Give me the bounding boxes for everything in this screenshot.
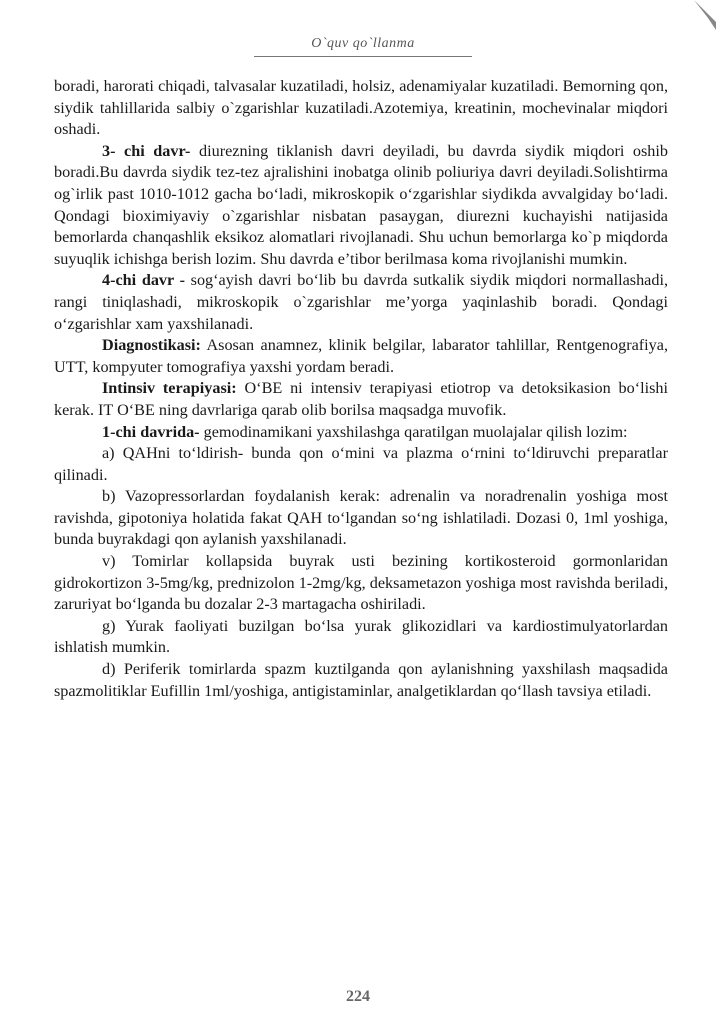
paragraph-4 bbox=[54, 335, 668, 378]
list-item-b bbox=[54, 486, 668, 551]
list-item-a bbox=[54, 443, 668, 486]
list-item-g bbox=[54, 616, 668, 659]
paragraph-text: gemodinamikani yaxshilashga qaratilgan muolajalar qilish lozim: bbox=[199, 422, 628, 441]
header-rule bbox=[254, 56, 472, 57]
paragraph-text: d) Periferik tomirlarda spazm kuztilganda qon aylanishning yaxshilash maqsadida spazmolitiklar Eufillin 1ml/yoshiga, antigistaminlar, analgetiklardan qo‘llash tavsiya etiladi. bbox=[54, 660, 668, 700]
paragraph-text: v) Tomirlar kollapsida buyrak usti bezining kortikosteroid gormonlaridan gidrokortizon 3-5mg/kg, prednizolon 1-2mg/kg, deksametazon yoshiga most ravishda beriladi, zaruriyat bo‘lganda bu dozalar 2-3 martagacha oshiriladi. bbox=[54, 552, 668, 614]
list-item-v bbox=[54, 551, 668, 616]
paragraph-1 bbox=[54, 76, 668, 141]
paragraph-text: diurezning tiklanish davri deyiladi, bu davrda siydik miqdori oshib boradi.Bu davrda siydik tez-tez ajralishini inobatga olinib poliuriya davri deyiladi.Solishtirma og`irlik past 1010-1012 gacha bo‘ladi, mikroskopik o‘zgarishlar siydikda avvalgiday bo‘ladi. Qondagi bioximiyaviy o`zgarishlar nisbatan pasaygan, diurezni kuchayishi natijasida bemorlarda chanqashlik eksikoz alomatlari rivojlanadi. Shu uchun bemorlarga ko`p miqdorda suyuqlik ichishga berish lozim. Shu davrda e’tibor berilmasa koma rivojlanishi mumkin. bbox=[54, 141, 668, 268]
paragraph-lead: Intinsiv terapiyasi: bbox=[102, 379, 237, 398]
paragraph-2 bbox=[54, 141, 668, 271]
page-corner-mark bbox=[686, 0, 716, 30]
body-text bbox=[54, 76, 668, 702]
paragraph-text: a) QAHni to‘ldirish- bunda qon o‘mini va plazma o‘rnini to‘ldiruvchi preparatlar qilinadi. bbox=[54, 444, 668, 484]
paragraph-text: sog‘ayish davri bo‘lib bu davrda sutkalik siydik miqdori normallashadi, rangi tiniqlashadi, mikroskopik o`zgarishlar me’yorga yaqinlashib boradi. Qondagi o‘zgarishlar xam yaxshilanadi. bbox=[54, 271, 668, 333]
paragraph-text: b) Vazopressorlardan foydalanish kerak: adrenalin va noradrenalin yoshiga most ravishda, gipotoniya holatida fakat QAH to‘lgandan so‘ng ishlatiladi. Dozasi 0, 1ml yoshiga, bunda buyrakdagi qon aylanish yaxshilanadi. bbox=[54, 487, 668, 549]
paragraph-text: O‘BE ni intensiv terapiyasi etiotrop va detoksikasion bo‘lishi kerak. IT O‘BE ning davrlariga qarab olib borilsa maqsadga muvofik. bbox=[54, 379, 668, 419]
paragraph-3 bbox=[54, 270, 668, 335]
paragraph-6 bbox=[54, 422, 668, 444]
running-header: O`quv qo`llanma bbox=[311, 36, 415, 51]
paragraph-text: Asosan anamnez, klinik belgilar, labarator tahlillar, Rentgenografiya, UTT, kompyuter tomografiya yaxshi yordam beradi. bbox=[54, 336, 668, 376]
paragraph-lead: Diagnostikasi: bbox=[102, 336, 201, 355]
paragraph-5 bbox=[54, 378, 668, 421]
paragraph-text: boradi, harorati chiqadi, talvasalar kuzatiladi, holsiz, adenamiyalar kuzatiladi. Bemorning qon, siydik tahlillarida salbiy o`zgarishlar kuzatiladi.Azotemiya, kreatinin, mochevinalar miqdori oshadi. bbox=[54, 77, 668, 139]
paragraph-lead: 4-chi davr - bbox=[102, 271, 185, 290]
paragraph-lead: 1-chi davrida- bbox=[102, 422, 200, 441]
page-number: 224 bbox=[346, 988, 370, 1005]
paragraph-text: g) Yurak faoliyati buzilgan bo‘lsa yurak glikozidlari va kardiostimulyatorlardan ishlatish mumkin. bbox=[54, 616, 668, 657]
paragraph-lead: 3- chi davr- bbox=[102, 141, 191, 160]
list-item-d bbox=[54, 659, 668, 702]
